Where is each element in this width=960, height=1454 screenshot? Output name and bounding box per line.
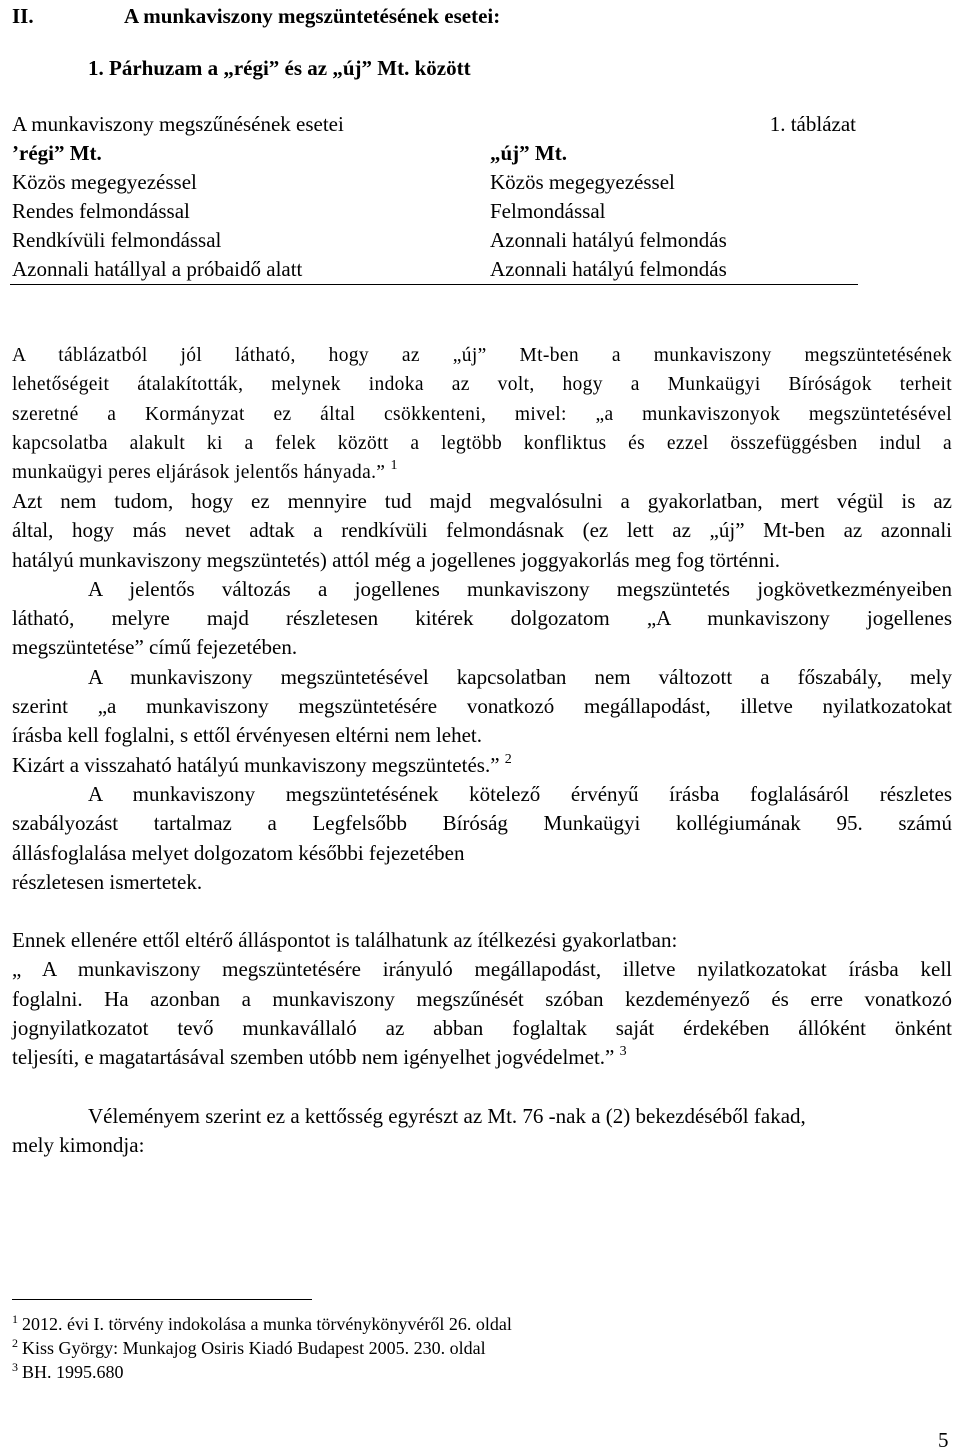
footnote-ref: 2: [504, 751, 512, 767]
intro-paragraph: [12, 341, 952, 487]
footnote: [12, 1362, 124, 1383]
footnote: [12, 1338, 486, 1359]
text-line: megszüntetése” című fejezetében.: [12, 635, 298, 660]
footnote-text: BH. 1995.680: [22, 1362, 124, 1382]
text-line: mely kimondja:: [12, 1132, 145, 1157]
text-line: A jelentős változás a jogellenes munkaviszony megszüntetés jogkövetkezményeiben: [88, 576, 952, 601]
page-number: 5: [938, 1428, 949, 1452]
chapter-number: II.: [12, 4, 34, 28]
table-row: [10, 255, 858, 285]
text-line: A munkaviszony megszüntetésének kötelező érvényű írásba foglalásáról részletes: [88, 781, 952, 806]
table-cell-new: Azonnali hatályú felmondás: [490, 228, 727, 252]
text-line: Azt nem tudom, hogy ez mennyire tud majd megvalósulni a gyakorlatban, mert végül is az: [12, 489, 952, 513]
table-cell-new: Felmondással: [490, 199, 606, 223]
table-caption: A munkaviszony megszűnésének esetei: [12, 112, 344, 136]
table-cell-old: Rendkívüli felmondással: [12, 228, 222, 252]
section-heading: 1. Párhuzam a „régi” és az „új” Mt. között: [88, 56, 471, 80]
footnote-text: 2012. évi I. törvény indokolása a munka törvénykönyvéről 26. oldal: [22, 1314, 512, 1334]
text-line: kapcsolatba alakult ki a felek között a legtöbb konfliktus és ezzel összefüggésben indul a: [12, 432, 952, 454]
text-line: A táblázatból jól látható, hogy az „új” Mt-ben a munkaviszony megszüntetésének: [12, 345, 952, 366]
footnote-divider: [12, 1299, 312, 1300]
table-cell-old: Rendes felmondással: [12, 199, 190, 223]
table-cell-new: Közös megegyezéssel: [490, 170, 675, 194]
table-row: [10, 197, 858, 226]
text-line: hatályú munkaviszony megszüntetés) attól még a jogellenes joggyakorlás meg fog történni.: [12, 547, 781, 572]
text-line: A munkaviszony megszüntetésével kapcsolatban nem változott a főszabály, mely: [88, 664, 952, 689]
text-line: Véleményem szerint ez a kettősség egyrészt az Mt. 76 -nak a (2) bekezdéséből fakad,: [88, 1103, 806, 1128]
text-line: állásfoglalása melyet dolgozatom későbbi fejezetében: [12, 840, 465, 865]
footnote-ref: 3: [619, 1044, 627, 1060]
text-line: szeretné a Kormányzat ez által csökkenteni, mivel: „a munkaviszonyok megszüntetésével: [12, 403, 952, 425]
column-header-new: „új” Mt.: [490, 141, 567, 165]
text-line: „ A munkaviszony megszüntetésére irányuló megállapodást, illetve nyilatkozatokat írásba kell: [12, 957, 952, 982]
chapter-heading: [12, 4, 500, 29]
body-text: [12, 487, 952, 1160]
text-line: Kizárt a visszaható hatályú munkaviszony megszüntetés.” $^2$: [12, 751, 512, 777]
footnote-ref: 1: [390, 458, 398, 474]
text-line: részletesen ismertetek.: [12, 869, 203, 894]
text-line: foglalni. Ha azonban a munkaviszony megszűnését szóban kezdeményező és erre vonatkozó: [12, 986, 952, 1011]
footnote: [12, 1314, 512, 1335]
table-row: [10, 226, 858, 255]
text-line: Ennek ellenére ettől eltérő álláspontot is találhatunk az ítélkezési gyakorlatban:: [12, 928, 678, 953]
text-line: által, hogy más nevet adtak a rendkívüli felmondásnak (ez lett az „új” Mt-ben az azonnali: [12, 518, 952, 543]
footnote-number: 2: [12, 1336, 18, 1350]
text-line: teljesíti, e magatartásával szemben utóbb nem igényelhet jogvédelmet.” $^3$: [12, 1044, 627, 1070]
footnote-number: 1: [12, 1312, 18, 1326]
text-line: szerint „a munkaviszony megszüntetésére vonatkozó megállapodást, illetve nyilatkozatokat: [12, 694, 952, 719]
text-line: szabályozást tartalmaz a Legfelsőbb Bíróság Munkaügyi kollégiumának 95. számú: [12, 811, 952, 836]
table-cell-old: Azonnali hatállyal a próbaidő alatt: [10, 255, 488, 285]
text-line: látható, melyre majd részletesen kitérek dolgozatom „A munkaviszony jogellenes: [12, 606, 952, 631]
table-label: 1. táblázat: [769, 112, 856, 136]
text-line: írásba kell foglalni, s ettől érvényesen eltérni nem lehet.: [12, 723, 482, 748]
comparison-table: [10, 110, 858, 285]
text-line: jognyilatkozatot tevő munkavállaló az abban foglaltak saját érdekében állóként önként: [12, 1016, 952, 1041]
text-line: lehetőségeit átalakították, melynek indoka az volt, hogy a Munkaügyi Bíróságok terheit: [12, 374, 952, 396]
column-header-old: ’régi” Mt.: [12, 141, 102, 165]
table-cell-new: Azonnali hatályú felmondás: [488, 255, 858, 285]
chapter-title: A munkaviszony megszüntetésének esetei:: [124, 4, 501, 28]
footnote-text: Kiss György: Munkajog Osiris Kiadó Budapest 2005. 230. oldal: [22, 1338, 486, 1358]
footnote-number: 3: [12, 1360, 18, 1374]
table-cell-old: Közös megegyezéssel: [12, 170, 197, 194]
table-row: [10, 168, 858, 197]
text-line: munkaügyi peres eljárások jelentős hányada.” $^1$: [12, 458, 398, 484]
